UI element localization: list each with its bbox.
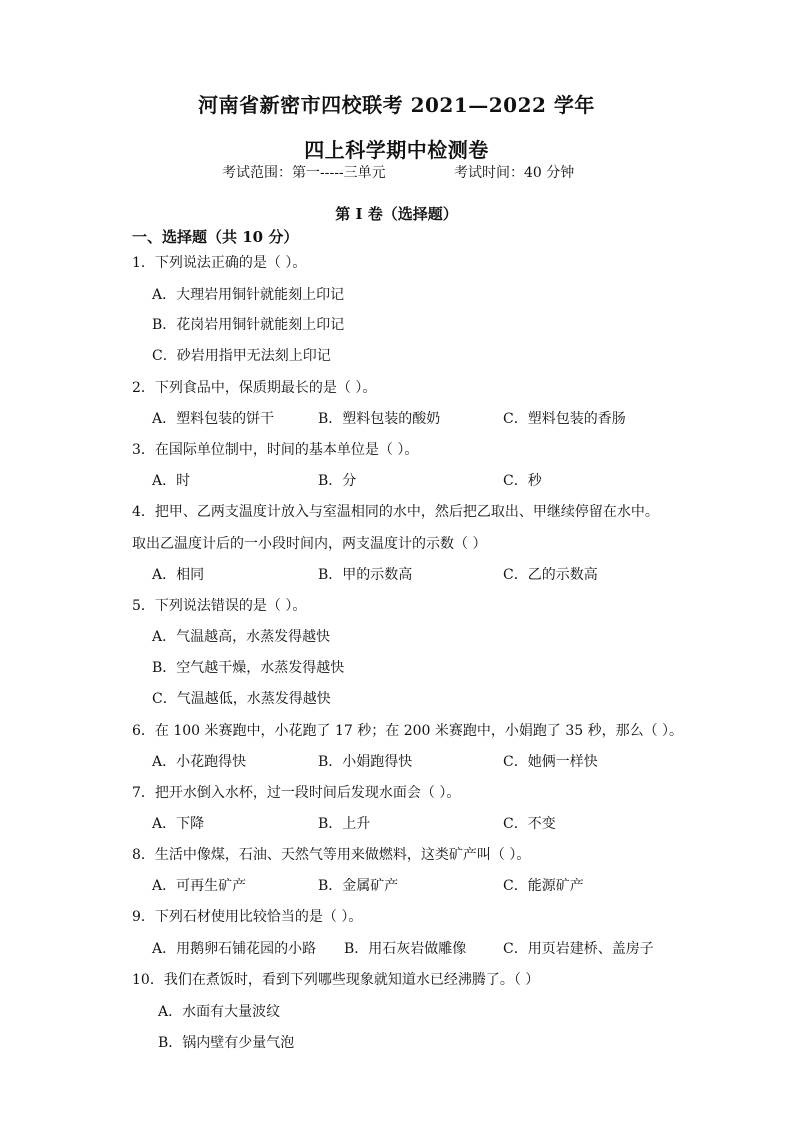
exam-subtitle: 四上科学期中检测卷 [304,138,489,162]
question-stem: 3．在国际单位制中，时间的基本单位是（ ）。 [132,442,419,458]
exam-scope: 考试范围：第一-----三单元 [222,165,386,181]
question-stem: 8．生活中像煤，石油、天然气等用来做燃料，这类矿产叫（ ）。 [132,847,531,863]
question-stem-continued: 取出乙温度计后的一小段时间内，两支温度计的示数（ ） [132,536,487,552]
option: C．她俩一样快 [503,754,598,770]
option: A．相同 [152,567,205,583]
question-stem: 10．我们在煮饭时，看到下列哪些现象就知道水已经沸腾了。（ ） [132,972,540,988]
option: B．花岗岩用铜针就能刻上印记 [152,317,345,333]
option: A．时 [152,473,191,489]
option: C．能源矿产 [503,878,584,894]
option: A．气温越高，水蒸发得越快 [152,629,331,645]
question-stem: 9．下列石材使用比较恰当的是（ ）。 [132,909,363,925]
question-stem: 7．把开水倒入水杯，过一段时间后发现水面会（ ）。 [132,785,461,801]
exam-time: 考试时间：40 分钟 [454,165,575,181]
option: A．用鹅卵石铺花园的小路 [152,941,317,957]
option: A．大理岩用铜针就能刻上印记 [152,287,345,303]
question-stem: 2．下列食品中，保质期最长的是（ ）。 [132,380,377,396]
section-title: 一、选择题（共 10 分） [132,228,299,246]
option: C．不变 [503,816,556,832]
option: B．空气越干燥，水蒸发得越快 [152,660,345,676]
option: A．水面有大量波纹 [158,1004,281,1020]
option: B．锅内壁有少量气泡 [158,1035,295,1051]
option: C．砂岩用指甲无法刻上印记 [152,348,331,364]
option: B．小娟跑得快 [318,754,413,770]
option: A．可再生矿产 [152,878,247,894]
option: B．金属矿产 [318,878,399,894]
option: A．塑料包装的饼干 [152,411,275,427]
option: B．塑料包装的酸奶 [318,411,441,427]
option: B．上升 [318,816,371,832]
option: C．气温越低，水蒸发得越快 [152,691,331,707]
part-title: 第 I 卷（选择题） [335,205,458,223]
option: B．分 [318,473,357,489]
option: C．秒 [503,473,542,489]
option: C．乙的示数高 [503,567,598,583]
option: B．用石灰岩做雕像 [344,941,467,957]
option: A．下降 [152,816,205,832]
exam-title: 河南省新密市四校联考 2021—2022 学年 [198,93,595,117]
question-stem: 4．把甲、乙两支温度计放入与室温相同的水中，然后把乙取出、甲继续停留在水中。 [132,504,659,520]
option: B．甲的示数高 [318,567,413,583]
option: A．小花跑得快 [152,754,247,770]
question-stem: 1．下列说法正确的是（ ）。 [132,255,307,271]
option: C．用页岩建桥、盖房子 [503,941,654,957]
option: C．塑料包装的香肠 [503,411,626,427]
question-stem: 5．下列说法错误的是（ ）。 [132,598,307,614]
question-stem: 6．在 100 米赛跑中，小花跑了 17 秒；在 200 米赛跑中，小娟跑了 35 秒，那么（ ）。 [132,723,684,739]
